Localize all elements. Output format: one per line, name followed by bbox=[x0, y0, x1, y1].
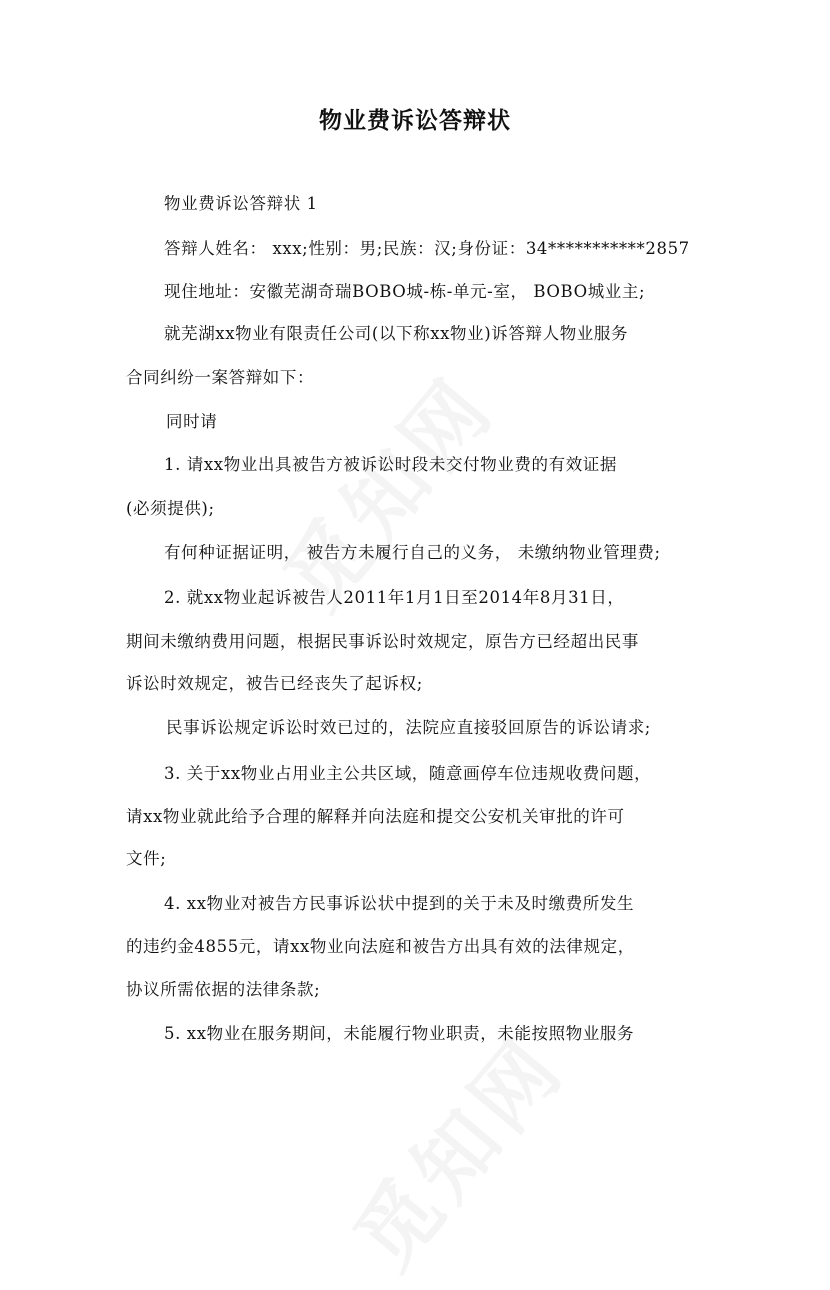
paragraph-line: 1. 请xx物业出具被告方被诉讼时段未交付物业费的有效证据 bbox=[164, 455, 617, 474]
paragraph-line: (必须提供); bbox=[126, 499, 215, 518]
paragraph-line: 合同纠纷一案答辩如下： bbox=[126, 368, 315, 387]
paragraph-line: 3. 关于xx物业占用业主公共区域，随意画停车位违规收费问题， bbox=[164, 764, 652, 783]
paragraph-line: 诉讼时效规定，被告已经丧失了起诉权; bbox=[126, 674, 423, 693]
paragraph-line: 就芜湖xx物业有限责任公司(以下称xx物业)诉答辩人物业服务 bbox=[164, 324, 629, 343]
watermark bbox=[323, 1007, 586, 1289]
paragraph-line: 民事诉讼规定诉讼时效已过的，法院应直接驳回原告的诉讼请求; bbox=[166, 718, 651, 737]
paragraph-line: 2. 就xx物业起诉被告人2011年1月1日至2014年8月31日， bbox=[164, 588, 625, 607]
paragraph-line: 现住地址：安徽芜湖奇瑞BOBO城-栋-单元-室， BOBO城业主; bbox=[164, 282, 646, 301]
paragraph-line: 答辩人姓名： xxx;性别：男;民族：汉;身份证：34***********2857 bbox=[164, 239, 690, 258]
paragraph-line: 协议所需依据的法律条款; bbox=[126, 980, 321, 999]
paragraph-line: 有何种证据证明， 被告方未履行自己的义务， 未缴纳物业管理费; bbox=[164, 543, 661, 562]
paragraph-line: 期间未缴纳费用问题，根据民事诉讼时效规定，原告方已经超出民事 bbox=[126, 632, 639, 651]
paragraph-line: 物业费诉讼答辩状 1 bbox=[164, 194, 318, 213]
paragraph-line: 同时请 bbox=[166, 412, 218, 431]
paragraph-line: 文件; bbox=[126, 849, 167, 868]
paragraph-line: 请xx物业就此给予合理的解释并向法庭和提交公安机关审批的许可 bbox=[126, 807, 625, 826]
paragraph-line: 的违约金4855元，请xx物业向法庭和被告方出具有效的法律规定， bbox=[126, 937, 635, 956]
paragraph-line: 5. xx物业在服务期间，未能履行物业职责，未能按照物业服务 bbox=[164, 1024, 635, 1043]
document-title: 物业费诉讼答辩状 bbox=[319, 108, 511, 134]
paragraph-line: 4. xx物业对被告方民事诉讼状中提到的关于未及时缴费所发生 bbox=[164, 894, 635, 913]
